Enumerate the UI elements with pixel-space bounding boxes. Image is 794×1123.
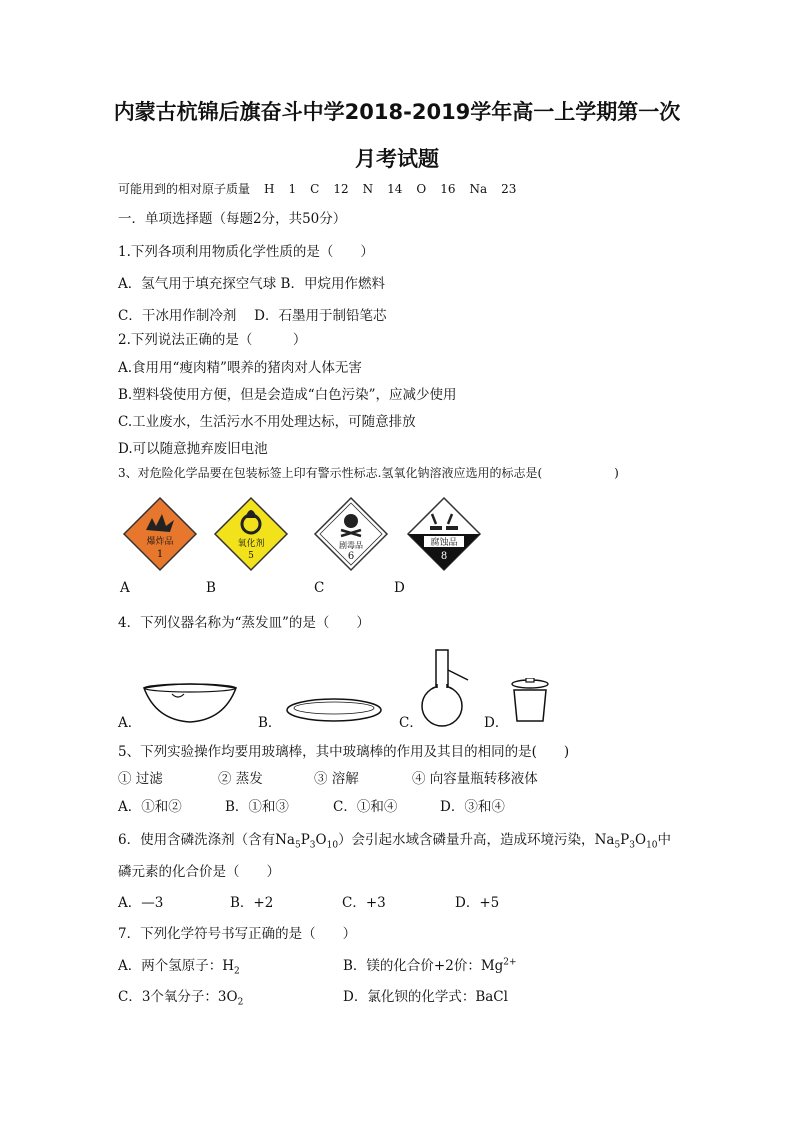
sign-text: 氧化剂 — [237, 539, 265, 549]
sign-label-b: B — [206, 580, 216, 596]
q5-item-1: ① 过滤 — [118, 771, 163, 787]
sign-label-d: D — [394, 580, 405, 596]
watch-glass-icon — [284, 696, 384, 724]
q7-option-d: D．氯化钡的化学式：BaCl — [343, 989, 508, 1005]
question-6 — [118, 828, 671, 851]
q5-option-b: B．①和③ — [225, 799, 289, 815]
formula-na5p3o10: $Na_5P_3O_{10}$ — [594, 832, 658, 851]
sign-label-c: C — [314, 580, 325, 596]
q2-option-a: A.食用用“瘦肉精”喂养的猪肉对人体无害 — [118, 360, 362, 376]
q7-b-text: B．镁的化合价+2价：Mg — [343, 958, 504, 974]
section-heading: 一．单项选择题（每题2分，共50分） — [118, 211, 347, 227]
q2-option-b: B.塑料袋使用方便，但是会造成“白色污染”，应减少使用 — [118, 387, 457, 403]
mass-value: 12 — [333, 182, 349, 196]
mass-value: 23 — [501, 182, 517, 196]
mass-value: 16 — [440, 182, 456, 196]
sign-text: 腐蚀品 — [430, 538, 458, 548]
sign-number: 8 — [440, 551, 448, 562]
mass-symbol: H — [264, 182, 275, 196]
q5-option-a: A．①和② — [118, 799, 182, 815]
page-title-line2: 月考试题 — [355, 147, 439, 171]
formula-na5p3o10: $Na_5P_3O_{10}$ — [275, 832, 339, 851]
q6-text: ）会引起水域含磷量升高，造成环境污染， — [338, 832, 595, 848]
mass-symbol: N — [362, 182, 374, 196]
sign-text: 剧毒品 — [339, 541, 363, 550]
question-5: 5、下列实验操作均要用玻璃棒，其中玻璃棒的作用及其目的相同的是( ) — [118, 744, 570, 760]
formula-na: Na — [275, 832, 295, 848]
sign-text: 爆炸品 — [146, 537, 174, 547]
page-title: 内蒙古杭锦后旗奋斗中学2018-2019学年高一上学期第一次 — [113, 100, 681, 124]
evaporating-dish-icon — [140, 680, 240, 726]
masses-label: 可能用到的相对原子质量 — [118, 182, 251, 196]
mass-value: 14 — [387, 182, 403, 196]
q5-option-d: D．③和④ — [440, 799, 505, 815]
question-7: 7．下列化学符号书写正确的是（ ） — [118, 926, 357, 942]
q2-option-d: D.可以随意抛弃废旧电池 — [118, 441, 268, 457]
q7-a-text: A．两个氢原子：H — [118, 958, 235, 974]
question-4: 4．下列仪器名称为“蒸发皿”的是（ ） — [118, 615, 370, 631]
q6-option-c: C．+3 — [342, 895, 386, 911]
question-2: 2.下列说法正确的是（ ） — [118, 332, 307, 348]
toxic-sign-icon — [313, 496, 389, 572]
q7-c-text: C．3个氧分子：3O — [118, 989, 238, 1005]
formula-na: Na — [594, 832, 615, 848]
sign-label-a: A — [120, 580, 130, 596]
q7-option-c: C．3个氧分子：$3O_2$ — [118, 989, 244, 1008]
question-3: 3、对危险化学品要在包装标签上印有警示性标志.氢氧化钠溶液应选用的标志是( ) — [118, 466, 619, 480]
q4-option-c: C． — [399, 715, 423, 731]
atomic-masses — [118, 180, 530, 197]
q4-option-a: A． — [118, 715, 142, 731]
q4-option-b: B． — [258, 715, 282, 731]
q5-item-2: ② 蒸发 — [218, 771, 263, 787]
q1-options-cd: C．干冰用作制冷剂 D．石墨用于制铅笔芯 — [118, 308, 387, 324]
corrosive-sign-icon — [406, 496, 482, 572]
q5-option-c: C．①和④ — [333, 799, 398, 815]
q5-item-4: ④ 向容量瓶转移液体 — [412, 771, 538, 787]
sign-number: 6 — [347, 551, 355, 562]
q6-line-2: 磷元素的化合价是（ ） — [118, 864, 280, 880]
mass-symbol: O — [416, 182, 427, 196]
q4-option-d: D． — [484, 715, 509, 731]
q7-option-a: A．两个氢原子：$H_2$ — [118, 958, 240, 977]
q1-options-ab: A．氢气用于填充探空气球 B．甲烷用作燃料 — [118, 276, 385, 292]
q2-option-c: C.工业废水，生活污水不用处理达标，可随意排放 — [118, 414, 416, 430]
q6-option-a: A．—3 — [118, 895, 164, 911]
oxidizer-sign-icon — [213, 496, 289, 572]
distilling-flask-icon — [418, 648, 474, 730]
q7-option-b: B．镁的化合价+2价：$Mg^{2+}$ — [343, 957, 517, 974]
explosive-sign-icon — [122, 496, 198, 572]
mass-symbol: C — [310, 182, 320, 196]
question-1: 1.下列各项利用物质化学性质的是（ ） — [118, 244, 374, 260]
q6-option-b: B．+2 — [230, 895, 274, 911]
sign-number: 5 — [248, 551, 254, 561]
sign-number: 1 — [156, 549, 164, 560]
q6-text: 中 — [657, 832, 672, 848]
crucible-with-lid-icon — [508, 678, 552, 724]
q6-option-d: D．+5 — [455, 895, 500, 911]
mass-symbol: Na — [469, 182, 488, 196]
q5-item-3: ③ 溶解 — [314, 771, 359, 787]
q6-text: 6．使用含磷洗涤剂（含有 — [118, 832, 276, 848]
mass-value: 1 — [288, 182, 297, 196]
